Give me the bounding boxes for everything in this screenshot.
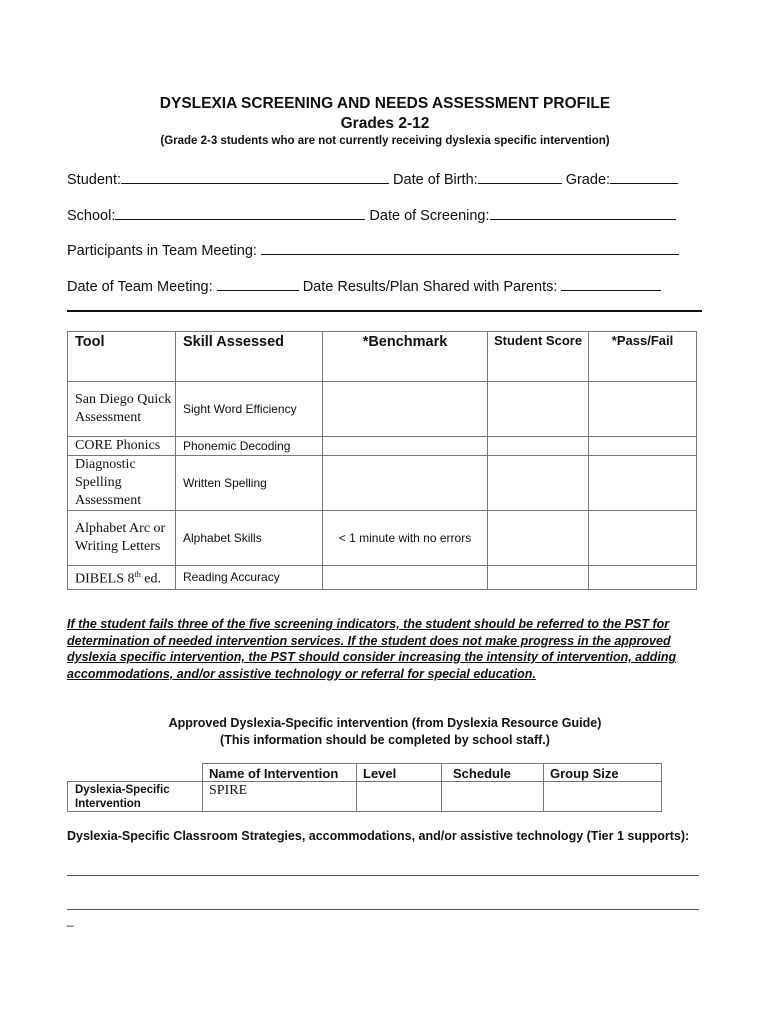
participants-field[interactable] (261, 240, 679, 255)
date-screening-field[interactable] (490, 205, 676, 220)
tool-cell: Diagnostic Spelling Assessment (68, 456, 176, 511)
skill-cell: Sight Word Efficiency (176, 382, 323, 437)
section-divider (67, 310, 702, 312)
score-cell[interactable] (488, 456, 589, 511)
score-cell[interactable] (488, 437, 589, 456)
row-label: Dyslexia-Specific Intervention (68, 782, 203, 812)
benchmark-cell (323, 382, 488, 437)
table-row (68, 511, 697, 566)
benchmark-cell (323, 437, 488, 456)
intervention-subheading: (This information should be completed by school staff.) (220, 733, 550, 747)
student-row (67, 169, 678, 188)
trailing-mark: _ (67, 913, 74, 927)
school-label: School: (67, 208, 116, 224)
score-cell[interactable] (488, 511, 589, 566)
group-size-cell[interactable] (544, 782, 662, 812)
table-row (68, 382, 697, 437)
intervention-heading: Approved Dyslexia-Specific intervention (from Dyslexia Resource Guide) (168, 716, 602, 730)
header-student-score: Student Score (488, 332, 589, 382)
pass-fail-cell[interactable] (589, 382, 697, 437)
participants-row (67, 240, 679, 259)
benchmark-cell: < 1 minute with no errors (323, 511, 488, 566)
date-results-field[interactable] (561, 276, 661, 291)
grades-heading: Grades 2-12 (340, 115, 430, 132)
date-meeting-label: Date of Team Meeting: (67, 279, 213, 295)
benchmark-cell (323, 456, 488, 511)
pass-fail-cell[interactable] (589, 456, 697, 511)
pass-fail-cell[interactable] (589, 511, 697, 566)
skill-cell: Phonemic Decoding (176, 437, 323, 456)
header-tool: Tool (68, 332, 176, 382)
tool-cell: Alphabet Arc or Writing Letters (68, 511, 176, 566)
dob-field[interactable] (478, 169, 562, 184)
writing-line[interactable] (67, 875, 699, 876)
student-label: Student: (67, 172, 122, 188)
tool-cell: San Diego Quick Assessment (68, 382, 176, 437)
school-field[interactable] (115, 205, 365, 220)
table-row (68, 782, 662, 812)
header-skill: Skill Assessed (176, 332, 323, 382)
score-cell[interactable] (488, 566, 589, 590)
grade-field[interactable] (610, 169, 678, 184)
skill-cell: Alphabet Skills (176, 511, 323, 566)
writing-line[interactable] (67, 909, 699, 910)
skill-cell: Written Spelling (176, 456, 323, 511)
table-row (68, 566, 697, 590)
subtitle: (Grade 2-3 students who are not currently receiving dyslexia specific intervention) (160, 135, 610, 147)
tool-suffix: ed. (140, 571, 161, 587)
tool-name: DIBELS 8 (75, 571, 135, 587)
header-pass-fail: *Pass/Fail (589, 332, 697, 382)
supports-label: Dyslexia-Specific Classroom Strategies, accommodations, and/or assistive technology (Tier 1 supports): (67, 829, 690, 843)
header-group-size: Group Size (544, 764, 662, 782)
header-name-of-intervention: Name of Intervention (203, 764, 357, 782)
table-row (68, 456, 697, 511)
schedule-cell[interactable] (442, 782, 544, 812)
header-schedule: Schedule (442, 764, 544, 782)
empty-header-cell (68, 764, 203, 782)
referral-note: If the student fails three of the five screening indicators, the student should be referred to the PST for determination of needed intervention services. If the student does not make progress in the approved dyslexia specific intervention, the PST should consider increasing the intensity of intervention, adding accommodations, and/or assistive technology or referral for special education. (67, 617, 677, 681)
header-level: Level (357, 764, 442, 782)
participants-label: Participants in Team Meeting: (67, 243, 257, 259)
skill-cell: Reading Accuracy (176, 566, 323, 590)
grade-label: Grade: (565, 172, 611, 188)
header-benchmark: *Benchmark (323, 332, 488, 382)
intervention-table (67, 763, 662, 812)
meeting-row (67, 276, 661, 295)
pass-fail-cell[interactable] (589, 437, 697, 456)
score-cell[interactable] (488, 382, 589, 437)
level-cell[interactable] (357, 782, 442, 812)
tool-cell (68, 566, 176, 590)
school-row (67, 205, 676, 224)
screening-table (67, 331, 697, 590)
tool-cell: CORE Phonics (68, 437, 176, 456)
benchmark-cell (323, 566, 488, 590)
date-screening-label: Date of Screening: (369, 208, 490, 224)
intervention-name-cell[interactable]: SPIRE (203, 782, 357, 812)
table-row (68, 437, 697, 456)
date-results-label: Date Results/Plan Shared with Parents: (302, 279, 558, 295)
student-field[interactable] (121, 169, 389, 184)
pass-fail-cell[interactable] (589, 566, 697, 590)
tool-superscript: th (134, 570, 141, 579)
dob-label: Date of Birth: (393, 172, 478, 188)
page-title: DYSLEXIA SCREENING AND NEEDS ASSESSMENT PROFILE (159, 95, 611, 112)
date-meeting-field[interactable] (217, 276, 299, 291)
